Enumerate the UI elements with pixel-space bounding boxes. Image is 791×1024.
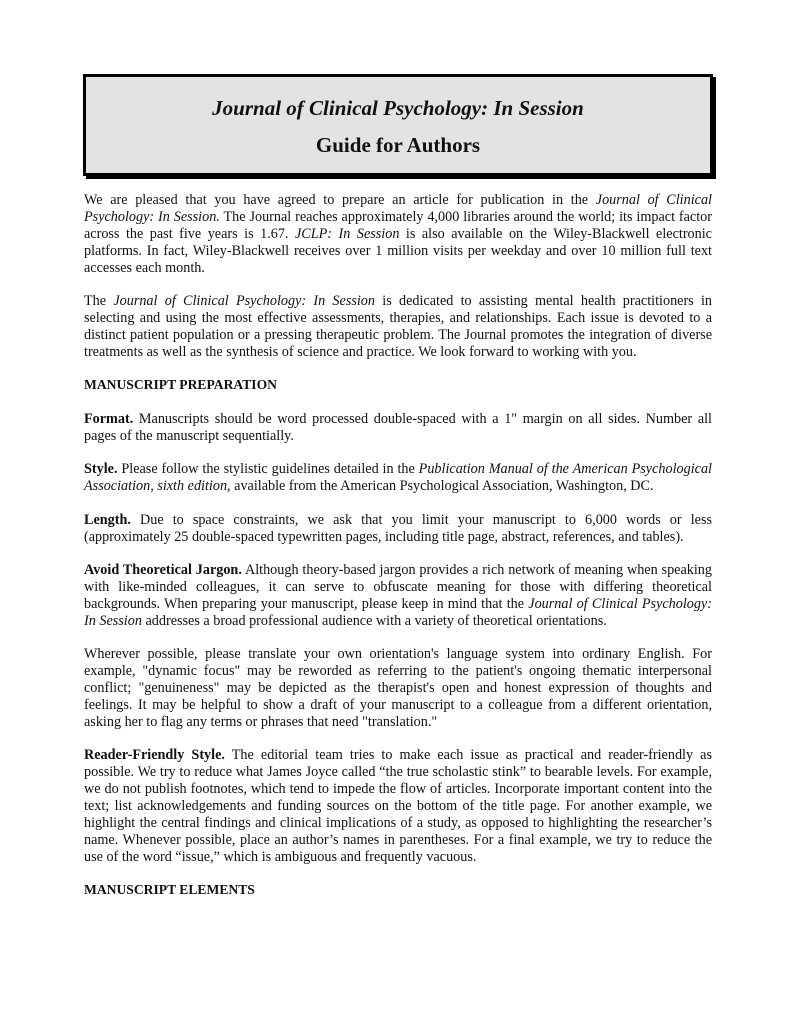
text-run: We are pleased that you have agreed to prepare an article for publication in the [84, 192, 596, 208]
journal-name: Journal of Clinical Psychology: In Session. [84, 192, 712, 225]
intro-paragraph-2 [84, 293, 712, 361]
text-run: The Journal reaches approximately 4,000 libraries around the world; its impact factor across the past five years is 1.67. [84, 208, 712, 242]
format-paragraph [84, 411, 712, 445]
section-heading-preparation: MANUSCRIPT PREPARATION [84, 377, 277, 393]
journal-title: Journal of Clinical Psychology: In Session [212, 96, 584, 120]
reader-friendly-label: Reader-Friendly Style. [84, 747, 225, 764]
text-run: Please follow the stylistic guidelines detailed in the [117, 461, 419, 478]
title-box [83, 74, 713, 176]
style-paragraph [84, 461, 712, 495]
format-label: Format. [84, 410, 134, 427]
guide-title: Guide for Authors [315, 133, 481, 157]
text-run: available from the American Psychological Association, Washington, DC. [230, 478, 654, 495]
section-heading-elements: MANUSCRIPT ELEMENTS [84, 882, 255, 898]
length-paragraph [84, 512, 712, 546]
reader-friendly-paragraph [84, 747, 712, 865]
style-label: Style. [84, 461, 118, 478]
text-run: addresses a broad professional audience with a variety of theoretical orientations. [141, 612, 607, 629]
length-label: Length. [84, 511, 131, 528]
journal-name: Journal of Clinical Psychology: In Session [84, 595, 712, 629]
journal-abbrev: JCLP: In Session [294, 225, 400, 242]
text-run: Although theory-based jargon provides a rich network of meaning when speaking with like-minded colleagues, it can serve to obfuscate meaning for those with differing theoretical backgrounds. When preparing your manuscript, please keep in mind that the [84, 562, 712, 612]
text-run: Due to space constraints, we ask that you limit your manuscript to 6,000 words or less (approximately 25 double-spaced typewritten pages, including title page, abstract, references, and tables). [84, 511, 712, 545]
jargon-paragraph [84, 562, 712, 630]
text-run: The editorial team tries to make each issue as practical and reader-friendly as possible. We try to reduce what James Joyce called “the true scholastic stink” to bearable levels. For example, we do not publish footnotes, which tend to impede the flow of articles. Incorporate important content into the text; list acknowledgements and funding sources on the bottom of the title page. For another example, we highlight the central findings and clinical implications of a study, as opposed to highlighting the researcher’s name. Whenever possible, place an author’s names in parentheses. For a final example, we try to reduce the use of the word “issue,” which is ambiguous and frequently vacuous. [84, 747, 712, 865]
translate-paragraph: Wherever possible, please translate your own orientation's language system into ordinary English. For example, "dynamic focus" may be reworded as referring to the patient's ongoing thematic interpersonal conflict; "genuineness" may be depicted as the therapist's open and honest expression of thoughts and feelings. It may be helpful to show a draft of your manuscript to a colleague from a different orientation, asking her to flag any terms or phrases that need "translation." [84, 646, 712, 730]
publication-manual-title: Publication Manual of the American Psychological Association, sixth edition, [84, 461, 712, 495]
jargon-label: Avoid Theoretical Jargon. [84, 562, 242, 579]
document-body [84, 192, 712, 916]
text-run: The [84, 293, 114, 310]
intro-paragraph-1 [84, 192, 712, 277]
text-run: is also available on the Wiley-Blackwell electronic platforms. In fact, Wiley-Blackwell receives over 1 million visits per weekday and over 10 million full text accesses each month. [84, 225, 712, 276]
text-run: Manuscripts should be word processed double-spaced with a 1" margin on all sides. Number all pages of the manuscript sequentially. [84, 410, 712, 444]
text-run: is dedicated to assisting mental health practitioners in selecting and using the most effective assessments, therapies, and relationships. Each issue is devoted to a distinct patient population or a pressing therapeutic problem. The Journal promotes the integration of diverse treatments as well as the synthesis of science and practice. We look forward to working with you. [84, 293, 712, 360]
journal-name: Journal of Clinical Psychology: In Session [113, 293, 375, 310]
